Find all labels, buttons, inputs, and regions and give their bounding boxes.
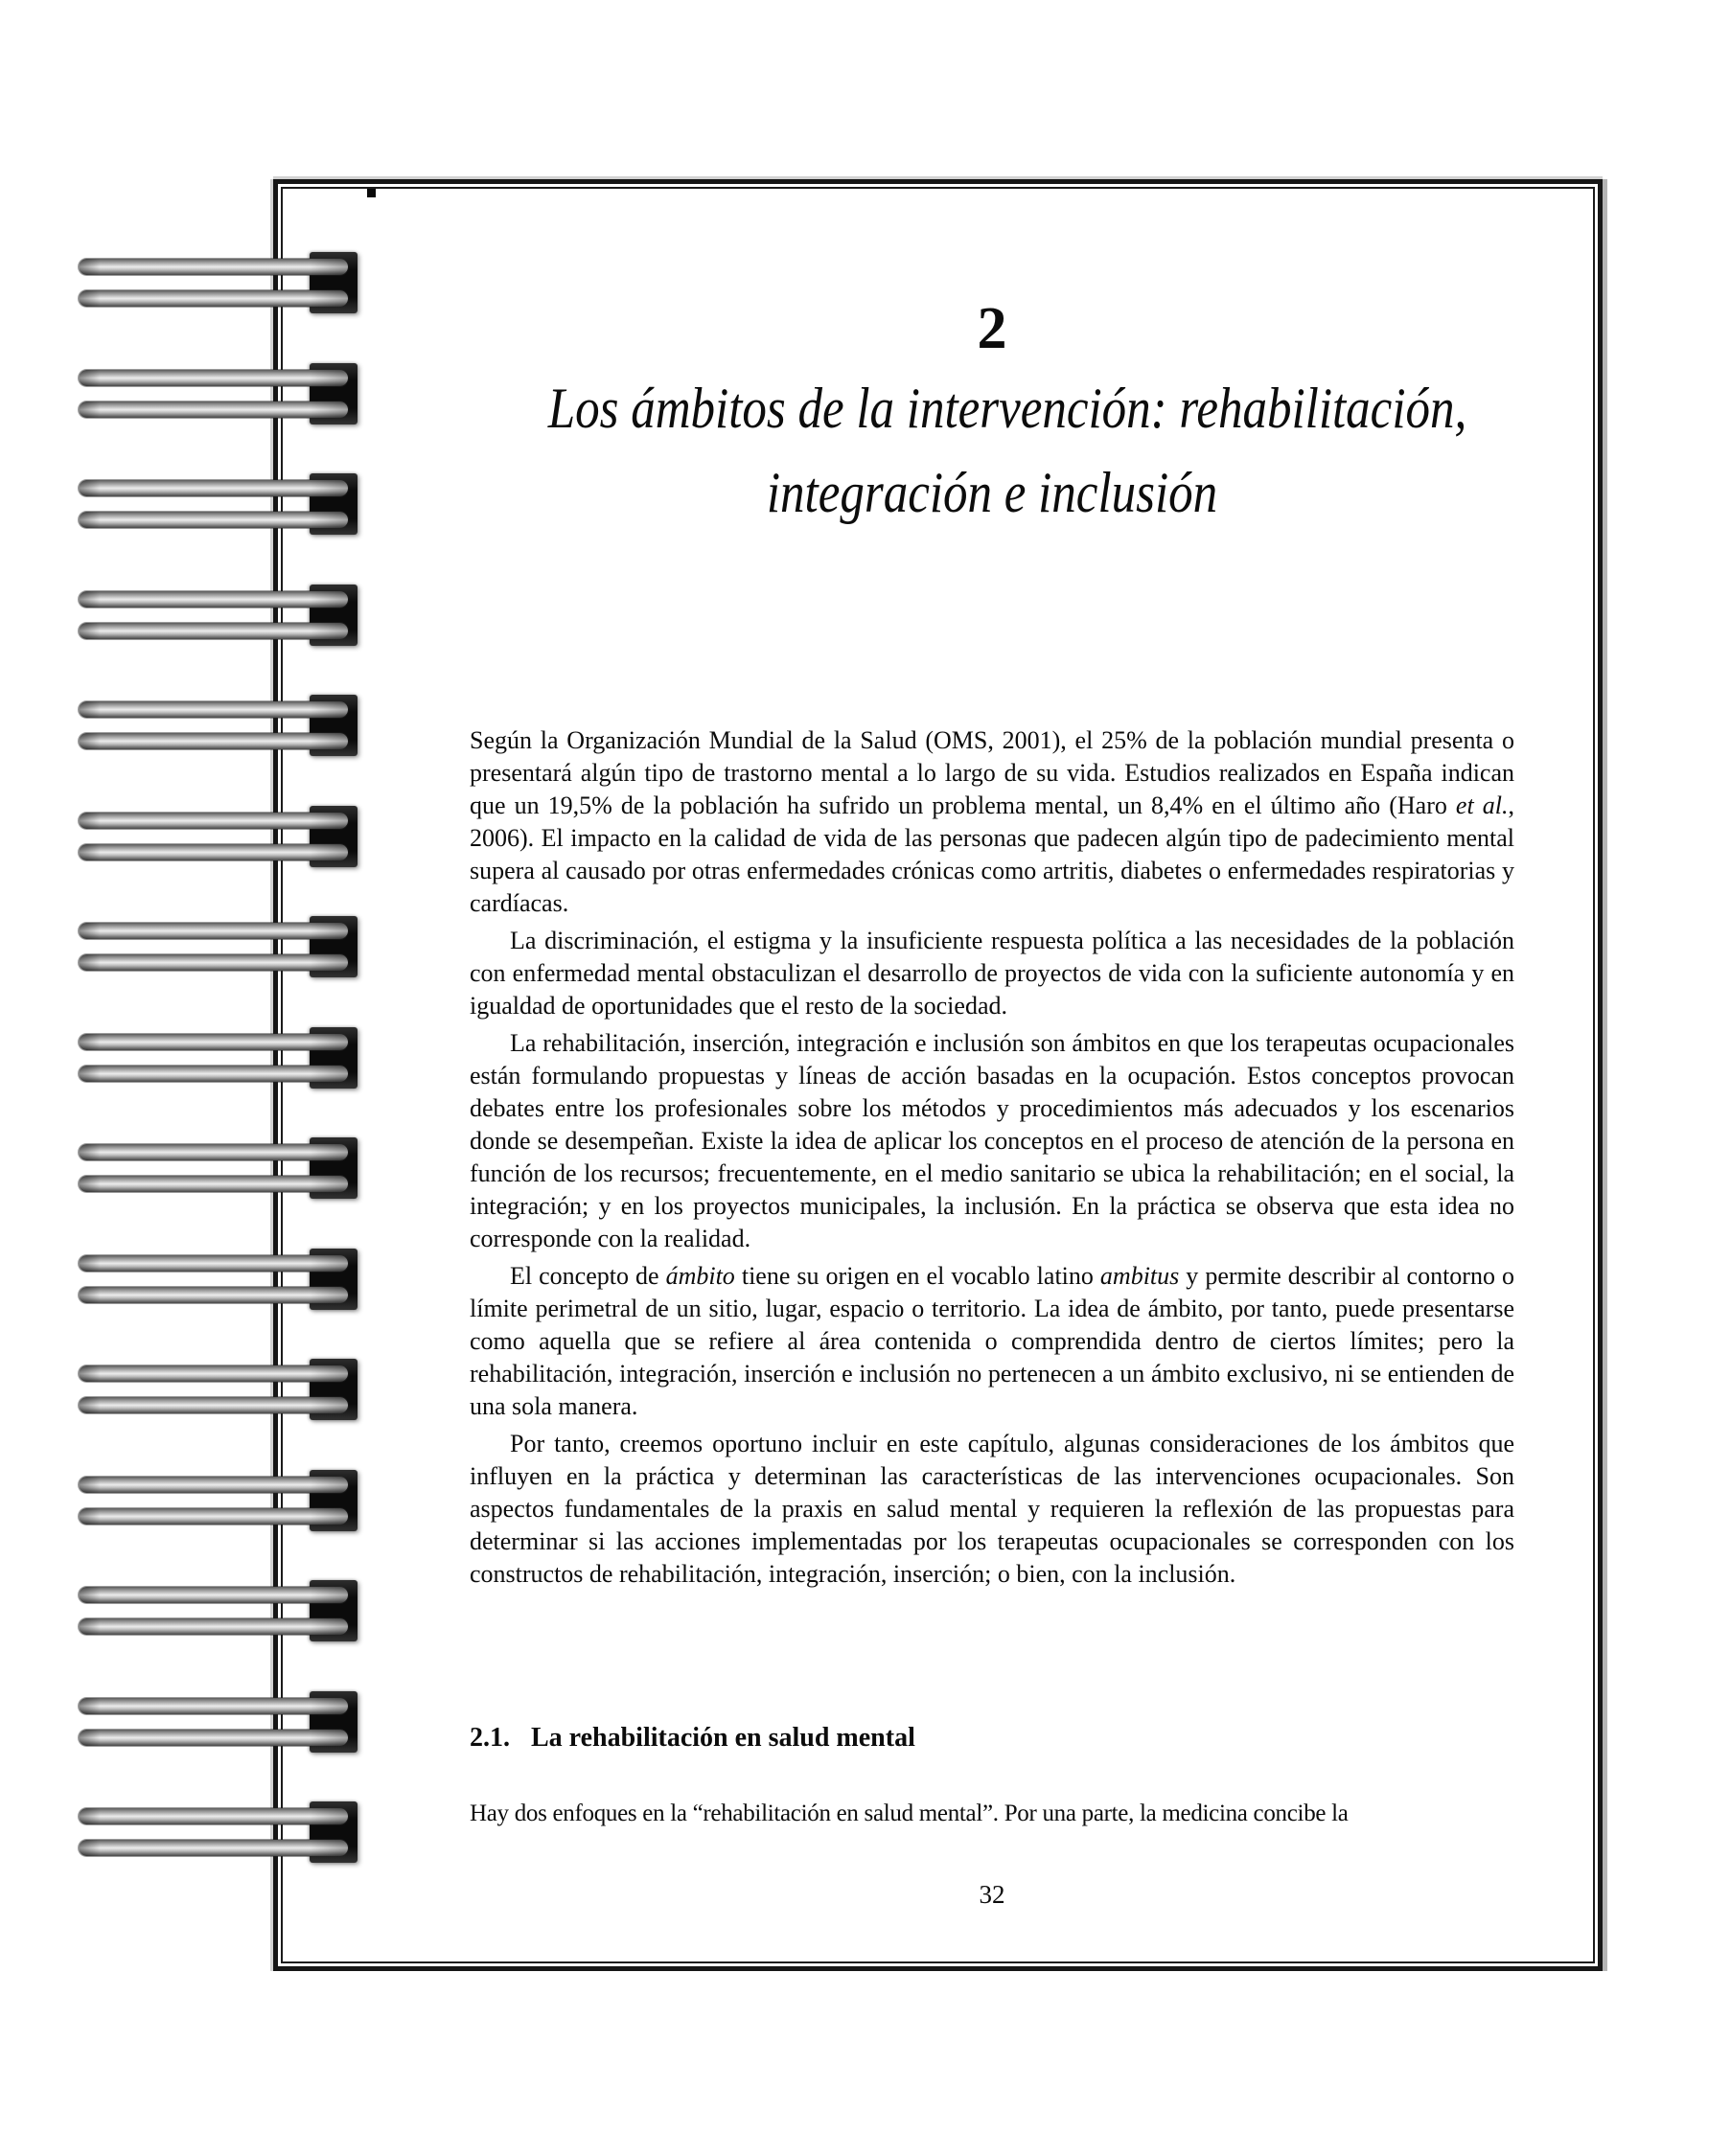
spiral-ring [0, 1691, 362, 1753]
chapter-number: 2 [977, 296, 1007, 361]
ring-wire-bottom [79, 401, 348, 418]
spiral-ring [0, 473, 362, 535]
text-run: y permite describir al contorno o límite perimetral de un sitio, lugar, espacio o territorio. La idea de ámbito, por tanto, puede presentarse como aquella que se refiere al área contenida o comprendida dentro de ciertos límites; pero la rehabilitación, integración, inserción e inclusión no pertenecen a un ámbito exclusivo, ni se entienden de una sola manera. [470, 1262, 1514, 1420]
text-run: Según la Organización Mundial de la Salud (OMS, 2001), el 25% de la población mundial presenta o presentará algún tipo de trastorno mental a lo largo de su vida. Estudios realizados en España indican que un 19,5% de la población ha sufrido un problema mental, un 8,4% en el último año (Haro [470, 726, 1514, 819]
page-number: 32 [979, 1880, 1005, 1909]
ring-wire-bottom [79, 512, 348, 528]
text-run: La discriminación, el estigma y la insuficiente respuesta política a las necesidades de la población con enfermedad mental obstaculizan el desarrollo de proyectos de vida con la suficiente autonomía y en igualdad de oportunidades que el resto de la sociedad. [470, 927, 1514, 1020]
ring-wire-bottom [79, 1618, 348, 1635]
body-text [470, 724, 1514, 1595]
chapter-title-line-1: Los ámbitos de la intervención: rehabilitación, [547, 377, 1467, 440]
italic-text-run: ambitus [1099, 1262, 1180, 1290]
spiral-ring [0, 1359, 362, 1420]
paragraph-3 [470, 1027, 1514, 1255]
ring-wire-bottom [79, 623, 348, 639]
ring-wire-top [79, 813, 348, 829]
ring-wire-top [79, 259, 348, 275]
ring-wire-top [79, 1365, 348, 1382]
ring-wire-top [79, 1587, 348, 1603]
ring-wire-top [79, 1698, 348, 1714]
ring-wire-bottom [79, 1730, 348, 1746]
ring-wire-bottom [79, 290, 348, 307]
spiral-ring [0, 1249, 362, 1310]
ring-wire-top [79, 923, 348, 939]
paragraph-5 [470, 1428, 1514, 1591]
text-run: El concepto de [510, 1262, 666, 1290]
ring-wire-bottom [79, 1397, 348, 1413]
spiral-ring [0, 252, 362, 313]
ring-wire-bottom [79, 954, 348, 971]
section-title: La rehabilitación en salud mental [531, 1723, 915, 1753]
ring-wire-top [79, 591, 348, 608]
paragraph-2 [470, 925, 1514, 1022]
section-heading [470, 1722, 915, 1755]
chapter-title [470, 366, 1514, 535]
ring-wire-bottom [79, 844, 348, 860]
paragraph-4 [470, 1260, 1514, 1423]
spiral-ring [0, 695, 362, 756]
ring-wire-bottom [79, 1176, 348, 1192]
spiral-ring [0, 1470, 362, 1531]
italic-text-run: et al. [1455, 791, 1509, 819]
spiral-ring [0, 363, 362, 424]
ring-wire-top [79, 1255, 348, 1272]
section-first-paragraph: Hay dos enfoques en la “rehabilitación en salud mental”. Por una parte, la medicina concibe la [470, 1800, 1349, 1826]
page-content [470, 0, 1514, 2156]
italic-text-run: ámbito [665, 1262, 735, 1290]
spiral-ring [0, 806, 362, 867]
ring-wire-bottom [79, 1287, 348, 1303]
chapter-title-line-2: integración e inclusión [766, 461, 1218, 524]
spiral-ring [0, 1027, 362, 1089]
ring-wire-bottom [79, 733, 348, 749]
ring-wire-bottom [79, 1840, 348, 1856]
spiral-ring [0, 1137, 362, 1199]
spiral-ring [0, 1580, 362, 1641]
ring-wire-top [79, 370, 348, 386]
ring-wire-top [79, 1808, 348, 1824]
ring-wire-top [79, 701, 348, 718]
ring-wire-top [79, 1477, 348, 1493]
text-run: Por tanto, creemos oportuno incluir en este capítulo, algunas consideraciones de los ámbitos que influyen en la práctica y determinan las características de las intervenciones ocupacionales. Son aspectos fundamentales de la praxis en salud mental y requieren la reflexión de las propuestas para determinar si las acciones implementadas por los terapeutas ocupacionales se corresponden con los constructos de rehabilitación, integración, inserción; o bien, con la inclusión. [470, 1430, 1514, 1588]
spiral-ring [0, 1801, 362, 1863]
ring-wire-top [79, 1144, 348, 1160]
ring-wire-top [79, 1034, 348, 1050]
paragraph-1 [470, 724, 1514, 920]
section-number: 2.1. [470, 1723, 510, 1753]
ring-wire-bottom [79, 1508, 348, 1525]
text-run: tiene su origen en el vocablo latino [734, 1262, 1100, 1290]
text-run: , 2006). El impacto en la calidad de vida de las personas que padecen algún tipo de padecimiento mental supera al causado por otras enfermedades crónicas como artritis, diabetes o enfermedades respiratorias y cardíacas. [470, 791, 1514, 917]
spiral-ring [0, 585, 362, 646]
ink-mark [367, 189, 376, 197]
text-run: La rehabilitación, inserción, integración e inclusión son ámbitos en que los terapeutas ocupacionales están formulando propuestas y líneas de acción basadas en la ocupación. Estos conceptos provocan debates entre los profesionales sobre los métodos y procedimientos más adecuados y los escenarios donde se desempeñan. Existe la idea de aplicar los conceptos en el proceso de atención de la persona en función de los recursos; frecuentemente, en el medio sanitario se ubica la rehabilitación; en el social, la integración; y en los proyectos municipales, la inclusión. En la práctica se observa que esta idea no corresponde con la realidad. [470, 1029, 1514, 1252]
ring-wire-top [79, 480, 348, 496]
spiral-ring [0, 916, 362, 977]
ring-wire-bottom [79, 1066, 348, 1082]
